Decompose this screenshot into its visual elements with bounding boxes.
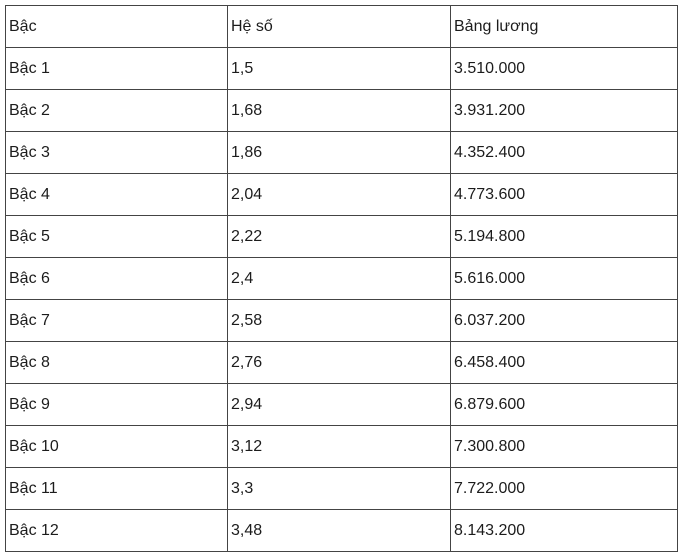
table-row — [6, 510, 678, 552]
cell-salary: 4.773.600 — [451, 174, 678, 216]
cell-grade: Bậc 1 — [6, 48, 228, 90]
cell-salary: 7.300.800 — [451, 426, 678, 468]
cell-salary: 6.458.400 — [451, 342, 678, 384]
cell-salary: 3.931.200 — [451, 90, 678, 132]
cell-salary: 5.616.000 — [451, 258, 678, 300]
cell-coefficient: 3,12 — [228, 426, 451, 468]
cell-coefficient: 3,3 — [228, 468, 451, 510]
table-row — [6, 174, 678, 216]
cell-coefficient: 2,58 — [228, 300, 451, 342]
header-cell-coefficient: Hệ số — [228, 6, 451, 48]
table-row — [6, 258, 678, 300]
cell-grade: Bậc 9 — [6, 384, 228, 426]
cell-coefficient: 1,68 — [228, 90, 451, 132]
cell-grade: Bậc 12 — [6, 510, 228, 552]
header-cell-salary: Bảng lương — [451, 6, 678, 48]
salary-table — [5, 5, 678, 552]
cell-grade: Bậc 2 — [6, 90, 228, 132]
header-cell-grade: Bậc — [6, 6, 228, 48]
table-row — [6, 90, 678, 132]
cell-grade: Bậc 10 — [6, 426, 228, 468]
cell-coefficient: 1,86 — [228, 132, 451, 174]
table-row — [6, 342, 678, 384]
table-row — [6, 384, 678, 426]
cell-coefficient: 1,5 — [228, 48, 451, 90]
cell-salary: 3.510.000 — [451, 48, 678, 90]
cell-coefficient: 3,48 — [228, 510, 451, 552]
cell-grade: Bậc 5 — [6, 216, 228, 258]
cell-coefficient: 2,04 — [228, 174, 451, 216]
cell-salary: 7.722.000 — [451, 468, 678, 510]
table-header-row — [6, 6, 678, 48]
cell-salary: 6.037.200 — [451, 300, 678, 342]
cell-coefficient: 2,76 — [228, 342, 451, 384]
table-container — [5, 5, 677, 552]
cell-salary: 8.143.200 — [451, 510, 678, 552]
cell-grade: Bậc 8 — [6, 342, 228, 384]
cell-grade: Bậc 4 — [6, 174, 228, 216]
table-row — [6, 468, 678, 510]
table-row — [6, 216, 678, 258]
cell-salary: 4.352.400 — [451, 132, 678, 174]
cell-coefficient: 2,94 — [228, 384, 451, 426]
cell-coefficient: 2,4 — [228, 258, 451, 300]
cell-salary: 5.194.800 — [451, 216, 678, 258]
cell-grade: Bậc 11 — [6, 468, 228, 510]
cell-salary: 6.879.600 — [451, 384, 678, 426]
table-row — [6, 132, 678, 174]
cell-coefficient: 2,22 — [228, 216, 451, 258]
cell-grade: Bậc 3 — [6, 132, 228, 174]
table-row — [6, 426, 678, 468]
cell-grade: Bậc 7 — [6, 300, 228, 342]
cell-grade: Bậc 6 — [6, 258, 228, 300]
table-row — [6, 48, 678, 90]
table-row — [6, 300, 678, 342]
